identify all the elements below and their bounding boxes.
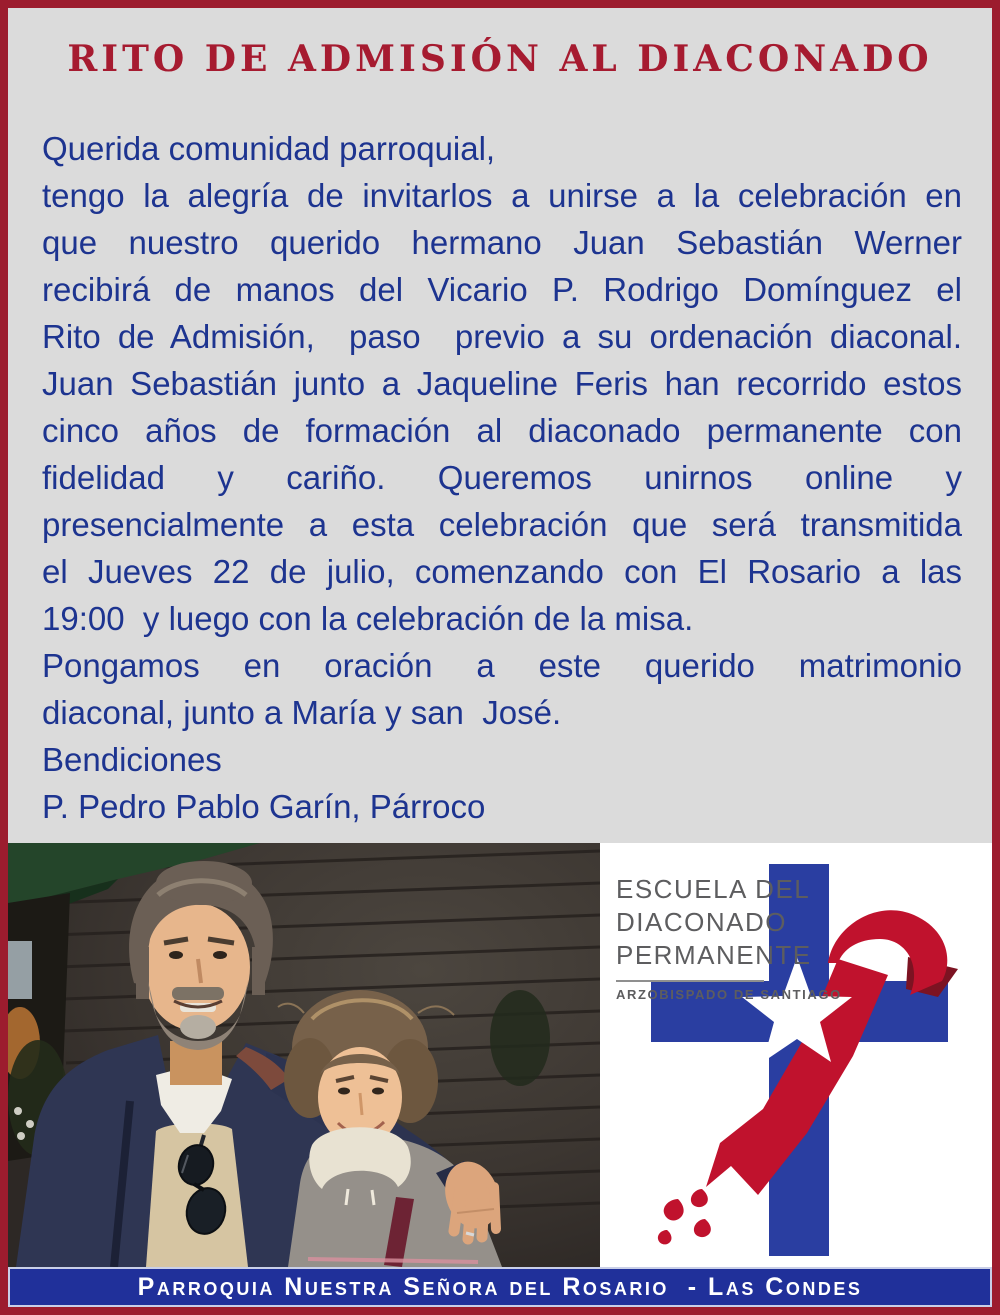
logo-line-3: PERMANENTE <box>616 940 812 970</box>
woman-eye <box>372 1088 384 1095</box>
body-text-line: Juan Sebastián junto a Jaqueline Feris han recorrido estos <box>42 365 962 402</box>
body-text-line: Rito de Admisión, paso previo a su ordenación diaconal. <box>42 318 962 355</box>
page-title: RITO DE ADMISIÓN AL DIACONADO <box>67 38 933 80</box>
body-text-line: presencialmente a esta celebración que será transmitida <box>42 506 962 543</box>
diaconate-logo-panel <box>600 843 992 1267</box>
logo-text-block <box>616 873 842 1002</box>
body-text-line: que nuestro querido hermano Juan Sebastián Werner <box>42 224 962 261</box>
announcement-body <box>42 125 962 830</box>
sky-patch <box>8 941 32 999</box>
logo-line-1: ESCUELA DEL <box>616 874 811 904</box>
man-sideburn <box>136 947 149 999</box>
logo-subtitle: ARZOBISPADO DE SANTIAGO <box>616 987 842 1002</box>
body-text-line: P. Pedro Pablo Garín, Párroco <box>42 788 486 825</box>
man-eye <box>213 951 227 959</box>
footer-bar <box>8 1267 992 1307</box>
logo-divider <box>616 980 764 982</box>
parish-name: Parroquia Nuestra Señora del Rosario - Las Condes <box>137 1272 863 1301</box>
body-text-line: diaconal, junto a María y san José. <box>42 694 562 731</box>
logo-line-2: DIACONADO <box>616 907 787 937</box>
man-eye <box>169 951 183 959</box>
blood-drops-icon <box>658 1189 711 1244</box>
body-text-line: el Jueves 22 de julio, comenzando con El Rosario a las <box>42 553 962 590</box>
body-text-line: Bendiciones <box>42 741 222 778</box>
man-mustache <box>172 987 224 1000</box>
body-text-line: Querida comunidad parroquial, <box>42 130 496 167</box>
man-chin-beard <box>180 1015 216 1039</box>
hoodie-drawstring <box>346 1189 348 1205</box>
body-text-line: cinco años de formación al diaconado permanente con <box>42 412 962 449</box>
body-text-line: fidelidad y cariño. Queremos unirnos online y <box>42 459 962 496</box>
couple-photo <box>8 843 600 1267</box>
flower <box>26 1120 34 1128</box>
man-sideburn <box>252 947 265 995</box>
bush-right <box>490 990 550 1086</box>
flower <box>14 1107 22 1115</box>
body-text-line: tengo la alegría de invitarlos a unirse a la celebración en <box>42 177 962 214</box>
hoodie-drawstring <box>372 1190 374 1205</box>
media-row <box>8 843 992 1267</box>
woman-nose <box>360 1093 362 1115</box>
woman-eye <box>338 1088 350 1095</box>
body-text-line: Pongamos en oración a este querido matrimonio <box>42 647 962 684</box>
flower <box>17 1132 25 1140</box>
body-text-line: 19:00 y luego con la celebración de la misa. <box>42 600 694 637</box>
body-text-line: recibirá de manos del Vicario P. Rodrigo Domínguez el <box>42 271 962 308</box>
